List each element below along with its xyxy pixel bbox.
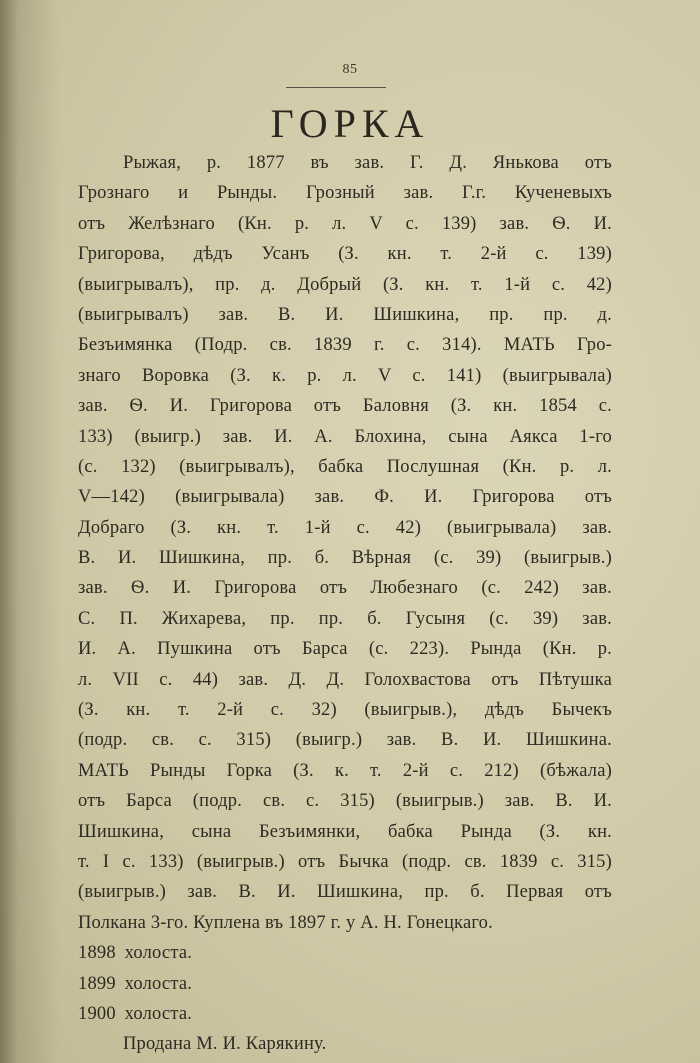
paragraph-line: (выигрывалъ), пр. д. Добрый (З. кн. т. 1-й с. 42) <box>78 274 612 295</box>
paragraph-line: Григорова, дѣдъ Усанъ (З. кн. т. 2-й с. 139) <box>78 244 612 265</box>
paragraph-line: знаго Воровка (З. к. р. л. V с. 141) (выигрывала) <box>78 365 612 386</box>
paragraph-line: зав. Ѳ. И. Григорова отъ Любезнаго (с. 242) зав. <box>78 578 612 599</box>
text-body <box>78 148 612 1060</box>
paragraph-line: Рыжая, р. 1877 въ зав. Г. Д. Янькова отъ <box>123 153 612 173</box>
page-number-rule <box>286 87 386 88</box>
paragraph-line: (подр. св. с. 315) (выигр.) зав. В. И. Шишкина. <box>78 730 612 751</box>
paragraph-line: МАТЬ Рынды Горка (З. к. т. 2-й с. 212) (бѣжала) <box>78 760 612 781</box>
paragraph-line: Шишкина, сына Безъимянки, бабка Рында (З. кн. <box>78 821 612 842</box>
paragraph-line: (З. кн. т. 2-й с. 32) (выигрыв.), дѣдъ Бычекъ <box>78 700 612 721</box>
paragraph-line: (выигрывалъ) зав. В. И. Шишкина, пр. пр. д. <box>78 304 612 325</box>
paragraph-line: (выигрыв.) зав. В. И. Шишкина, пр. б. Первая отъ <box>78 882 612 903</box>
paragraph-line: V—142) (выигрывала) зав. Ф. И. Григорова отъ <box>78 487 612 508</box>
paragraph-line: л. VII с. 44) зав. Д. Д. Голохвастова отъ Пѣтушка <box>78 669 612 690</box>
paragraph-line: отъ Желѣзнаго (Кн. р. л. V с. 139) зав. Ѳ. И. <box>78 213 612 234</box>
paragraph-line: т. I с. 133) (выигрыв.) отъ Бычка (подр. св. 1839 с. 315) <box>78 851 612 872</box>
paragraph-line: И. А. Пушкина отъ Барса (с. 223). Рында (Кн. р. <box>78 639 612 660</box>
year-entry: 1899 холоста. <box>78 973 193 994</box>
paragraph-line: С. П. Жихарева, пр. пр. б. Гусыня (с. 39) зав. <box>78 608 612 629</box>
paragraph-line: (с. 132) (выигрывалъ), бабка Послушная (Кн. р. л. <box>78 456 612 477</box>
page-number: 85 <box>342 62 358 77</box>
sold-note: Продана М. И. Карякину. <box>123 1034 327 1055</box>
page-title: ГОРКА <box>270 101 430 146</box>
paragraph-line: 133) (выигр.) зав. И. А. Блохина, сына Аякса 1-го <box>78 426 612 447</box>
paragraph-line: Полкана 3-го. Куплена въ 1897 г. у А. Н. Гонецкаго. <box>78 912 493 933</box>
year-entry: 1898 холоста. <box>78 943 193 964</box>
paragraph-line: В. И. Шишкина, пр. б. Вѣрная (с. 39) (выигрыв.) <box>78 548 612 569</box>
year-entry: 1900 холоста. <box>78 1003 193 1024</box>
paragraph-line: Грознаго и Рынды. Грозный зав. Г.г. Кученевыхъ <box>78 183 612 204</box>
paragraph-line: Безъимянка (Подр. св. 1839 г. с. 314). МАТЬ Гро- <box>78 335 612 356</box>
paragraph-line: отъ Барса (подр. св. с. 315) (выигрыв.) зав. В. И. <box>78 791 612 812</box>
paragraph-line: Добраго (З. кн. т. 1-й с. 42) (выигрывала) зав. <box>78 517 612 538</box>
paragraph-line: зав. Ѳ. И. Григорова отъ Баловня (З. кн. 1854 с. <box>78 396 612 417</box>
